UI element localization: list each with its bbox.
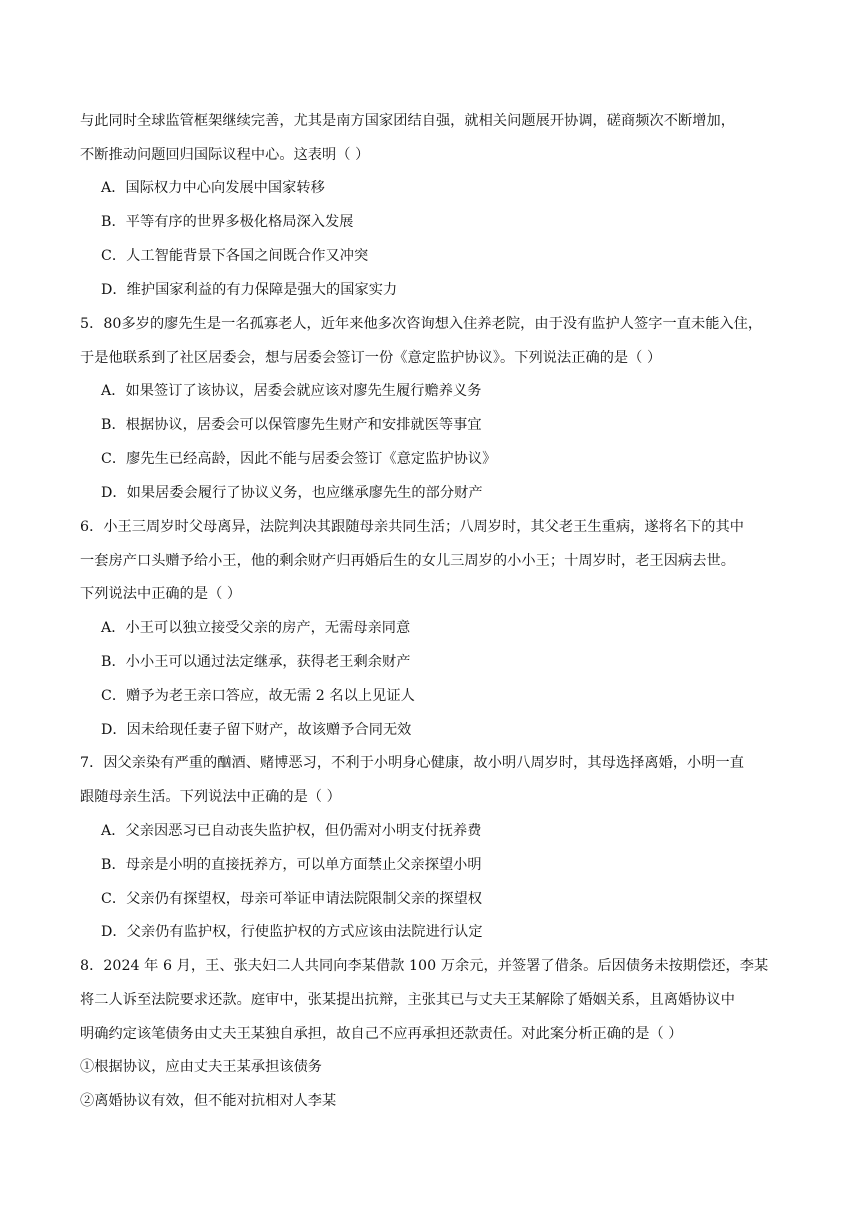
q7-option-c: C．父亲仍有探望权，母亲可举证申请法院限制父亲的探望权 xyxy=(101,891,483,907)
q7-option-b: B．母亲是小明的直接抚养方，可以单方面禁止父亲探望小明 xyxy=(101,857,482,873)
q8-item-1: ①根据协议，应由丈夫王某承担该债务 xyxy=(80,1059,323,1075)
q4-option-b: B．平等有序的世界多极化格局深入发展 xyxy=(101,214,354,230)
q6-option-a: A．小王可以独立接受父亲的房产，无需母亲同意 xyxy=(101,620,411,636)
q4-option-c: C．人工智能背景下各国之间既合作又冲突 xyxy=(101,248,369,264)
q8-stem-line-1: 8．2024 年 6 月，王、张夫妇二人共同向李某借款 100 万余元，并签署了借条。后因债务未按期偿还，李某 xyxy=(80,958,769,974)
q4-option-a: A．国际权力中心向发展中国家转移 xyxy=(101,180,325,196)
q6-stem-line-2: 一套房产口头赠予给小王，他的剩余财产归再婚后生的女儿三周岁的小小王；十周岁时，老王因病去世。 xyxy=(80,553,735,569)
q8-stem-line-3: 明确约定该笔债务由丈夫王某独自承担，故自己不应再承担还款责任。对此案分析正确的是（ ） xyxy=(80,1026,683,1042)
q5-option-c: C．廖先生已经高龄，因此不能与居委会签订《意定监护协议》 xyxy=(101,451,497,467)
q4-option-d: D．维护国家利益的有力保障是强大的国家实力 xyxy=(101,282,398,298)
q7-stem-line-2: 跟随母亲生活。下列说法中正确的是（ ） xyxy=(80,789,341,805)
q7-stem-line-1: 7．因父亲染有严重的酗酒、赌博恶习，不利于小明身心健康，故小明八周岁时，其母选择离婚，小明一直 xyxy=(80,755,745,771)
q5-stem-line-2: 于是他联系到了社区居委会，想与居委会签订一份《意定监护协议》。下列说法正确的是（ ） xyxy=(80,350,662,366)
q4-stem-line-1: 与此同时全球监管框架继续完善，尤其是南方国家团结自强，就相关问题展开协调，磋商频次不断增加， xyxy=(80,113,735,129)
q6-stem-line-3: 下列说法中正确的是（ ） xyxy=(80,586,242,602)
q5-option-b: B．根据协议，居委会可以保管廖先生财产和安排就医等事宜 xyxy=(101,417,482,433)
q8-stem-line-2: 将二人诉至法院要求还款。庭审中，张某提出抗辩，主张其已与丈夫王某解除了婚姻关系，且离婚协议中 xyxy=(80,992,735,1008)
q6-stem-line-1: 6．小王三周岁时父母离异，法院判决其跟随母亲共同生活；八周岁时，其父老王生重病，遂将名下的其中 xyxy=(80,519,745,535)
q4-stem-line-2: 不断推动问题回归国际议程中心。这表明（ ） xyxy=(80,147,370,163)
q5-option-d: D．如果居委会履行了协议义务，也应继承廖先生的部分财产 xyxy=(101,485,483,501)
q6-option-b: B．小小王可以通过法定继承，获得老王剩余财产 xyxy=(101,654,411,670)
q8-item-2: ②离婚协议有效，但不能对抗相对人李某 xyxy=(80,1093,337,1109)
q6-option-d: D．因未给现任妻子留下财产，故该赠予合同无效 xyxy=(101,722,412,738)
q7-option-d: D．父亲仍有监护权，行使监护权的方式应该由法院进行认定 xyxy=(101,924,483,940)
q6-option-c: C．赠予为老王亲口答应，故无需 2 名以上见证人 xyxy=(101,688,415,704)
q5-stem-line-1: 5．80多岁的廖先生是一名孤寡老人，近年来他多次咨询想入住养老院，由于没有监护人签字一直未能入住， xyxy=(80,316,763,332)
q5-option-a: A．如果签订了该协议，居委会就应该对廖先生履行赡养义务 xyxy=(101,383,482,399)
q7-option-a: A．父亲因恶习已自动丧失监护权，但仍需对小明支付抚养费 xyxy=(101,823,482,839)
